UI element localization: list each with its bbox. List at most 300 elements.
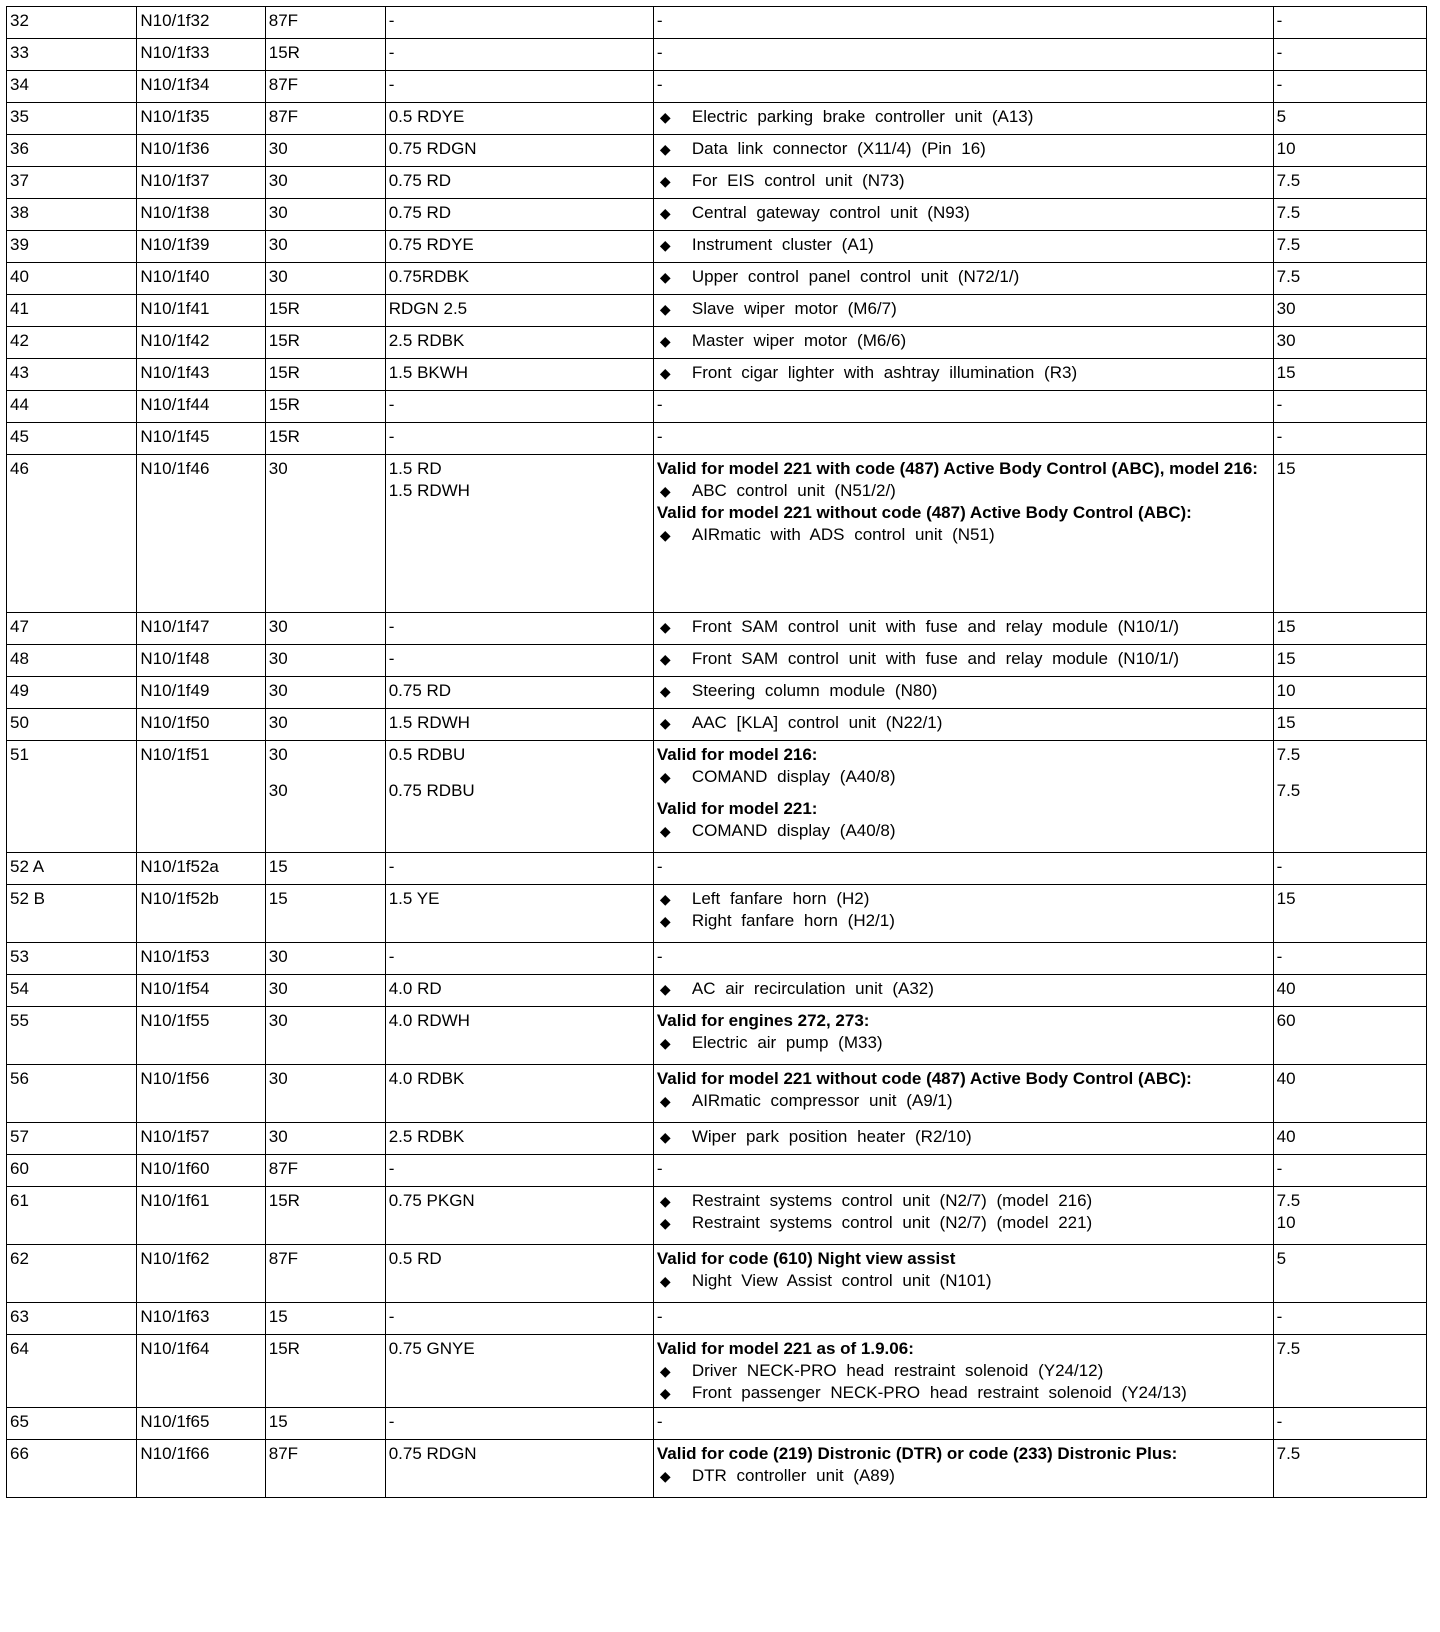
wire-value: 1.5 RDWH (388, 713, 470, 732)
consumer-name: Restraint systems control unit (N2/7) (model 216) (691, 1191, 1093, 1210)
wire-value-cell (385, 1303, 653, 1335)
circuit-value: 30 (268, 459, 288, 478)
table-row (7, 1440, 1427, 1498)
bullet-diamond-icon: ◆ (659, 891, 671, 907)
consumer-name: Driver NECK-PRO head restraint solenoid (Y24/12) (691, 1361, 1104, 1380)
consumer-cell (653, 1123, 1273, 1155)
circuit-value: 15 (268, 857, 288, 876)
bullet-diamond-icon: ◆ (659, 173, 671, 189)
wire-value-cell (385, 71, 653, 103)
circuit-value: 30 (268, 1127, 288, 1146)
fuse-rating: 7.5 (1276, 203, 1301, 222)
fuse-rating: - (1276, 43, 1283, 62)
table-row (7, 103, 1427, 135)
fuse-rating: 40 (1276, 1069, 1296, 1088)
fuse-number: 66 (7, 1440, 137, 1498)
table-row (7, 359, 1427, 391)
consumer-empty: - (656, 75, 663, 94)
wire-value-cell (385, 1187, 653, 1245)
fuse-rating: 5 (1276, 107, 1287, 126)
fuse-rating-cell (1273, 263, 1426, 295)
circuit-value: 15R (268, 1339, 300, 1358)
circuit-value: 30 (268, 267, 288, 286)
fuse-designation: N10/1f43 (137, 359, 265, 391)
consumer-item (657, 170, 1270, 192)
circuit-value-cell (265, 1065, 385, 1123)
wire-value-cell (385, 167, 653, 199)
wire-value-cell (385, 263, 653, 295)
table-row (7, 1408, 1427, 1440)
consumer-empty: - (656, 43, 663, 62)
validity-condition: Valid for model 221 without code (487) Active Body Control (ABC): (656, 1069, 1192, 1088)
validity-condition: Valid for model 221 without code (487) Active Body Control (ABC): (656, 503, 1192, 522)
fuse-rating-cell (1273, 455, 1426, 613)
fuse-designation: N10/1f39 (137, 231, 265, 263)
consumer-item (657, 138, 1270, 160)
circuit-value: 87F (268, 75, 299, 94)
consumer-item (657, 680, 1270, 702)
circuit-value: 15R (268, 1191, 300, 1210)
table-row (7, 263, 1427, 295)
circuit-value: 30 (268, 203, 288, 222)
consumer-item (657, 766, 1270, 788)
circuit-value: 30 (268, 713, 288, 732)
fuse-rating: 7.5 (1276, 1339, 1301, 1358)
fuse-designation: N10/1f42 (137, 327, 265, 359)
fuse-rating-cell (1273, 1155, 1426, 1187)
circuit-value-cell (265, 1245, 385, 1303)
fuse-number: 62 (7, 1245, 137, 1303)
fuse-rating-cell (1273, 1123, 1426, 1155)
consumer-cell (653, 1335, 1273, 1408)
bullet-diamond-icon: ◆ (659, 651, 671, 667)
fuse-designation: N10/1f55 (137, 1007, 265, 1065)
fuse-number: 54 (7, 975, 137, 1007)
fuse-designation: N10/1f53 (137, 943, 265, 975)
circuit-value: 30 (268, 947, 288, 966)
wire-value: 0.75 GNYE (388, 1339, 475, 1358)
consumer-item (657, 106, 1270, 128)
wire-value: 0.75RDBK (388, 267, 470, 286)
consumer-cell (653, 741, 1273, 853)
consumer-name: Electric air pump (M33) (691, 1033, 883, 1052)
circuit-value-cell (265, 645, 385, 677)
fuse-rating-cell (1273, 741, 1426, 853)
fuse-designation: N10/1f46 (137, 455, 265, 613)
fuse-rating-cell (1273, 1245, 1426, 1303)
wire-value: - (388, 649, 395, 668)
consumer-name: DTR controller unit (A89) (691, 1466, 895, 1485)
consumer-name: Front SAM control unit with fuse and relay module (N10/1/) (691, 649, 1180, 668)
bullet-diamond-icon: ◆ (659, 1468, 671, 1484)
fuse-designation: N10/1f47 (137, 613, 265, 645)
consumer-cell (653, 709, 1273, 741)
fuse-rating: 15 (1276, 459, 1296, 478)
fuse-rating-cell (1273, 199, 1426, 231)
circuit-value: 15R (268, 299, 300, 318)
table-row (7, 7, 1427, 39)
circuit-value-cell (265, 231, 385, 263)
fuse-number: 61 (7, 1187, 137, 1245)
consumer-cell (653, 613, 1273, 645)
consumer-cell (653, 1303, 1273, 1335)
table-row (7, 135, 1427, 167)
circuit-value-cell (265, 359, 385, 391)
circuit-value-cell (265, 199, 385, 231)
wire-value-cell (385, 39, 653, 71)
fuse-rating: 7.5 (1276, 267, 1301, 286)
fuse-designation: N10/1f52b (137, 885, 265, 943)
circuit-value-cell (265, 677, 385, 709)
table-row (7, 39, 1427, 71)
consumer-cell (653, 167, 1273, 199)
wire-value-cell (385, 1408, 653, 1440)
fuse-rating-cell (1273, 613, 1426, 645)
table-row (7, 613, 1427, 645)
table-row (7, 709, 1427, 741)
line-spacer (1277, 766, 1423, 780)
consumer-name: Left fanfare horn (H2) (691, 889, 870, 908)
wire-value: 2.5 RDBK (388, 331, 465, 350)
consumer-cell (653, 1187, 1273, 1245)
circuit-value-cell (265, 1440, 385, 1498)
validity-condition: Valid for code (219) Distronic (DTR) or code (233) Distronic Plus: (656, 1444, 1178, 1463)
consumer-item (657, 978, 1270, 1000)
fuse-number: 41 (7, 295, 137, 327)
validity-condition: Valid for model 216: (656, 745, 818, 764)
fuse-number: 56 (7, 1065, 137, 1123)
consumer-cell (653, 39, 1273, 71)
wire-value: 4.0 RDWH (388, 1011, 470, 1030)
fuse-number: 40 (7, 263, 137, 295)
table-row (7, 885, 1427, 943)
circuit-value: 87F (268, 1249, 299, 1268)
circuit-value: 15R (268, 363, 300, 382)
circuit-value-cell (265, 39, 385, 71)
wire-value: 0.75 RD (388, 203, 452, 222)
wire-value: 4.0 RD (388, 979, 442, 998)
consumer-item (657, 820, 1270, 842)
bullet-diamond-icon: ◆ (659, 269, 671, 285)
fuse-number: 63 (7, 1303, 137, 1335)
fuse-rating: 60 (1276, 1011, 1296, 1030)
consumer-name: Front cigar lighter with ashtray illumination (R3) (691, 363, 1078, 382)
table-row (7, 295, 1427, 327)
fuse-designation: N10/1f33 (137, 39, 265, 71)
fuse-rating-cell (1273, 39, 1426, 71)
bullet-diamond-icon: ◆ (659, 1273, 671, 1289)
fuse-designation: N10/1f44 (137, 391, 265, 423)
fuse-designation: N10/1f54 (137, 975, 265, 1007)
fuse-rating: 15 (1276, 617, 1296, 636)
wire-value: 0.5 RD (388, 1249, 442, 1268)
wire-value-cell (385, 613, 653, 645)
circuit-value-cell (265, 295, 385, 327)
consumer-name: Master wiper motor (M6/6) (691, 331, 907, 350)
wire-value: - (388, 11, 395, 30)
table-row (7, 853, 1427, 885)
fuse-number: 57 (7, 1123, 137, 1155)
fuse-number: 44 (7, 391, 137, 423)
circuit-value-cell (265, 391, 385, 423)
wire-value: - (388, 1159, 395, 1178)
validity-condition: Valid for model 221 with code (487) Active Body Control (ABC), model 216: (656, 459, 1258, 478)
consumer-cell (653, 7, 1273, 39)
fuse-number: 51 (7, 741, 137, 853)
consumer-name: Front passenger NECK-PRO head restraint solenoid (Y24/13) (691, 1383, 1187, 1402)
wire-value: 0.75 RDGN (388, 139, 477, 158)
wire-value: 1.5 BKWH (388, 363, 469, 382)
fuse-rating-cell (1273, 391, 1426, 423)
consumer-cell (653, 1408, 1273, 1440)
validity-condition: Valid for code (610) Night view assist (656, 1249, 956, 1268)
fuse-number: 49 (7, 677, 137, 709)
circuit-value: 30 (268, 171, 288, 190)
consumer-name: Upper control panel control unit (N72/1/) (691, 267, 1020, 286)
fuse-rating: - (1276, 857, 1283, 876)
fuse-rating: 15 (1276, 713, 1296, 732)
bullet-diamond-icon: ◆ (659, 205, 671, 221)
fuse-rating-cell (1273, 1007, 1426, 1065)
consumer-empty: - (656, 1412, 663, 1431)
consumer-empty: - (656, 857, 663, 876)
fuse-number: 47 (7, 613, 137, 645)
table-row (7, 1007, 1427, 1065)
consumer-item (657, 202, 1270, 224)
fuse-rating-cell (1273, 7, 1426, 39)
circuit-value: 30 (268, 617, 288, 636)
consumer-empty: - (656, 11, 663, 30)
wire-value-cell (385, 709, 653, 741)
consumer-item (657, 524, 1270, 546)
consumer-cell (653, 1155, 1273, 1187)
fuse-designation: N10/1f40 (137, 263, 265, 295)
circuit-value-cell (265, 1187, 385, 1245)
wire-value: - (388, 427, 395, 446)
consumer-empty: - (656, 427, 663, 446)
fuse-rating-cell (1273, 853, 1426, 885)
fuse-number: 36 (7, 135, 137, 167)
fuse-rating-cell (1273, 359, 1426, 391)
fuse-rating: - (1276, 1159, 1283, 1178)
table-row (7, 71, 1427, 103)
consumer-item (657, 330, 1270, 352)
validity-condition: Valid for model 221 as of 1.9.06: (656, 1339, 914, 1358)
circuit-value-cell (265, 1408, 385, 1440)
fuse-designation: N10/1f34 (137, 71, 265, 103)
wire-value: 2.5 RDBK (388, 1127, 465, 1146)
table-row (7, 231, 1427, 263)
fuse-rating-cell (1273, 295, 1426, 327)
circuit-value-cell (265, 741, 385, 853)
table-row (7, 423, 1427, 455)
fuse-rating: 5 (1276, 1249, 1287, 1268)
circuit-value-cell (265, 1123, 385, 1155)
circuit-value-cell (265, 455, 385, 613)
fuse-number: 65 (7, 1408, 137, 1440)
wire-value-cell (385, 1065, 653, 1123)
fuse-rating-cell (1273, 1187, 1426, 1245)
bullet-diamond-icon: ◆ (659, 141, 671, 157)
line-spacer (657, 788, 1270, 798)
consumer-cell (653, 645, 1273, 677)
wire-value: 1.5 YE (388, 889, 440, 908)
wire-value: - (388, 395, 395, 414)
consumer-cell (653, 295, 1273, 327)
circuit-value: 15R (268, 43, 300, 62)
wire-value: 0.75 RDYE (388, 235, 474, 254)
wire-value: 4.0 RDBK (388, 1069, 465, 1088)
table-row (7, 741, 1427, 853)
wire-value: 0.75 PKGN (388, 1191, 475, 1210)
consumer-name: COMAND display (A40/8) (691, 767, 896, 786)
fuse-designation: N10/1f35 (137, 103, 265, 135)
fuse-rating-cell (1273, 327, 1426, 359)
table-row (7, 943, 1427, 975)
consumer-item (657, 480, 1270, 502)
consumer-cell (653, 359, 1273, 391)
wire-value-cell (385, 135, 653, 167)
circuit-value-cell (265, 613, 385, 645)
consumer-name: Front SAM control unit with fuse and relay module (N10/1/) (691, 617, 1180, 636)
fuse-number: 53 (7, 943, 137, 975)
table-row (7, 167, 1427, 199)
consumer-cell (653, 975, 1273, 1007)
bullet-diamond-icon: ◆ (659, 333, 671, 349)
fuse-designation: N10/1f49 (137, 677, 265, 709)
wire-value-cell (385, 1440, 653, 1498)
table-row (7, 1245, 1427, 1303)
circuit-value-cell (265, 135, 385, 167)
fuse-number: 43 (7, 359, 137, 391)
fuse-number: 52 B (7, 885, 137, 943)
fuse-rating: 10 (1276, 139, 1296, 158)
circuit-value-cell (265, 1007, 385, 1065)
fuse-number: 52 A (7, 853, 137, 885)
circuit-value-cell (265, 943, 385, 975)
fuse-allocation-table (6, 6, 1427, 1498)
bullet-diamond-icon: ◆ (659, 527, 671, 543)
fuse-designation: N10/1f60 (137, 1155, 265, 1187)
wire-value-cell (385, 359, 653, 391)
bullet-diamond-icon: ◆ (659, 301, 671, 317)
fuse-rating-cell (1273, 645, 1426, 677)
fuse-rating-cell (1273, 943, 1426, 975)
consumer-cell (653, 1245, 1273, 1303)
fuse-rating: 10 (1276, 1213, 1296, 1232)
circuit-value: 15R (268, 395, 300, 414)
wire-value-cell (385, 295, 653, 327)
circuit-value-cell (265, 709, 385, 741)
fuse-rating-cell (1273, 709, 1426, 741)
fuse-rating-cell (1273, 1440, 1426, 1498)
circuit-value: 30 (268, 1069, 288, 1088)
fuse-rating-cell (1273, 1065, 1426, 1123)
consumer-cell (653, 853, 1273, 885)
bullet-diamond-icon: ◆ (659, 823, 671, 839)
consumer-item (657, 362, 1270, 384)
wire-value-cell (385, 423, 653, 455)
consumer-item (657, 234, 1270, 256)
wire-value-cell (385, 645, 653, 677)
fuse-number: 32 (7, 7, 137, 39)
bullet-diamond-icon: ◆ (659, 365, 671, 381)
table-row (7, 455, 1427, 613)
consumer-cell (653, 263, 1273, 295)
consumer-empty: - (656, 947, 663, 966)
consumer-item (657, 1032, 1270, 1054)
circuit-value: 30 (268, 649, 288, 668)
fuse-rating-cell (1273, 885, 1426, 943)
fuse-number: 34 (7, 71, 137, 103)
validity-condition: Valid for model 221: (656, 799, 818, 818)
fuse-designation: N10/1f48 (137, 645, 265, 677)
fuse-number: 39 (7, 231, 137, 263)
consumer-cell (653, 231, 1273, 263)
consumer-item (657, 888, 1270, 910)
fuse-rating-cell (1273, 975, 1426, 1007)
circuit-value-cell (265, 327, 385, 359)
fuse-designation: N10/1f38 (137, 199, 265, 231)
fuse-rating-cell (1273, 423, 1426, 455)
fuse-designation: N10/1f50 (137, 709, 265, 741)
consumer-cell (653, 455, 1273, 613)
bullet-diamond-icon: ◆ (659, 1035, 671, 1051)
table-row (7, 1155, 1427, 1187)
circuit-value-cell (265, 7, 385, 39)
fuse-rating: - (1276, 427, 1283, 446)
table-row (7, 645, 1427, 677)
fuse-rating: - (1276, 395, 1283, 414)
fuse-number: 48 (7, 645, 137, 677)
wire-value: - (388, 1307, 395, 1326)
fuse-number: 38 (7, 199, 137, 231)
wire-value-cell (385, 1155, 653, 1187)
consumer-item (657, 1270, 1270, 1292)
wire-value-cell (385, 677, 653, 709)
wire-value: RDGN 2.5 (388, 299, 468, 318)
consumer-empty: - (656, 1307, 663, 1326)
bullet-diamond-icon: ◆ (659, 483, 671, 499)
fuse-designation: N10/1f45 (137, 423, 265, 455)
fuse-rating: 30 (1276, 331, 1296, 350)
circuit-value: 15 (268, 889, 288, 908)
bullet-diamond-icon: ◆ (659, 1363, 671, 1379)
fuse-number: 45 (7, 423, 137, 455)
table-row (7, 677, 1427, 709)
wire-value: - (388, 43, 395, 62)
consumer-item (657, 910, 1270, 932)
fuse-number: 60 (7, 1155, 137, 1187)
consumer-cell (653, 885, 1273, 943)
circuit-value-cell (265, 1303, 385, 1335)
consumer-item (657, 1126, 1270, 1148)
consumer-name: Data link connector (X11/4) (Pin 16) (691, 139, 986, 158)
wire-value-cell (385, 103, 653, 135)
wire-value: 0.5 RDBU (388, 745, 466, 764)
fuse-designation: N10/1f51 (137, 741, 265, 853)
fuse-rating-cell (1273, 1408, 1426, 1440)
fuse-rating: - (1276, 11, 1283, 30)
circuit-value-cell (265, 975, 385, 1007)
fuse-table-body (7, 7, 1427, 1498)
circuit-value-cell (265, 1335, 385, 1408)
circuit-value-cell (265, 263, 385, 295)
wire-value-cell (385, 327, 653, 359)
fuse-rating: 7.5 (1276, 745, 1301, 764)
consumer-cell (653, 1440, 1273, 1498)
fuse-rating: 40 (1276, 979, 1296, 998)
